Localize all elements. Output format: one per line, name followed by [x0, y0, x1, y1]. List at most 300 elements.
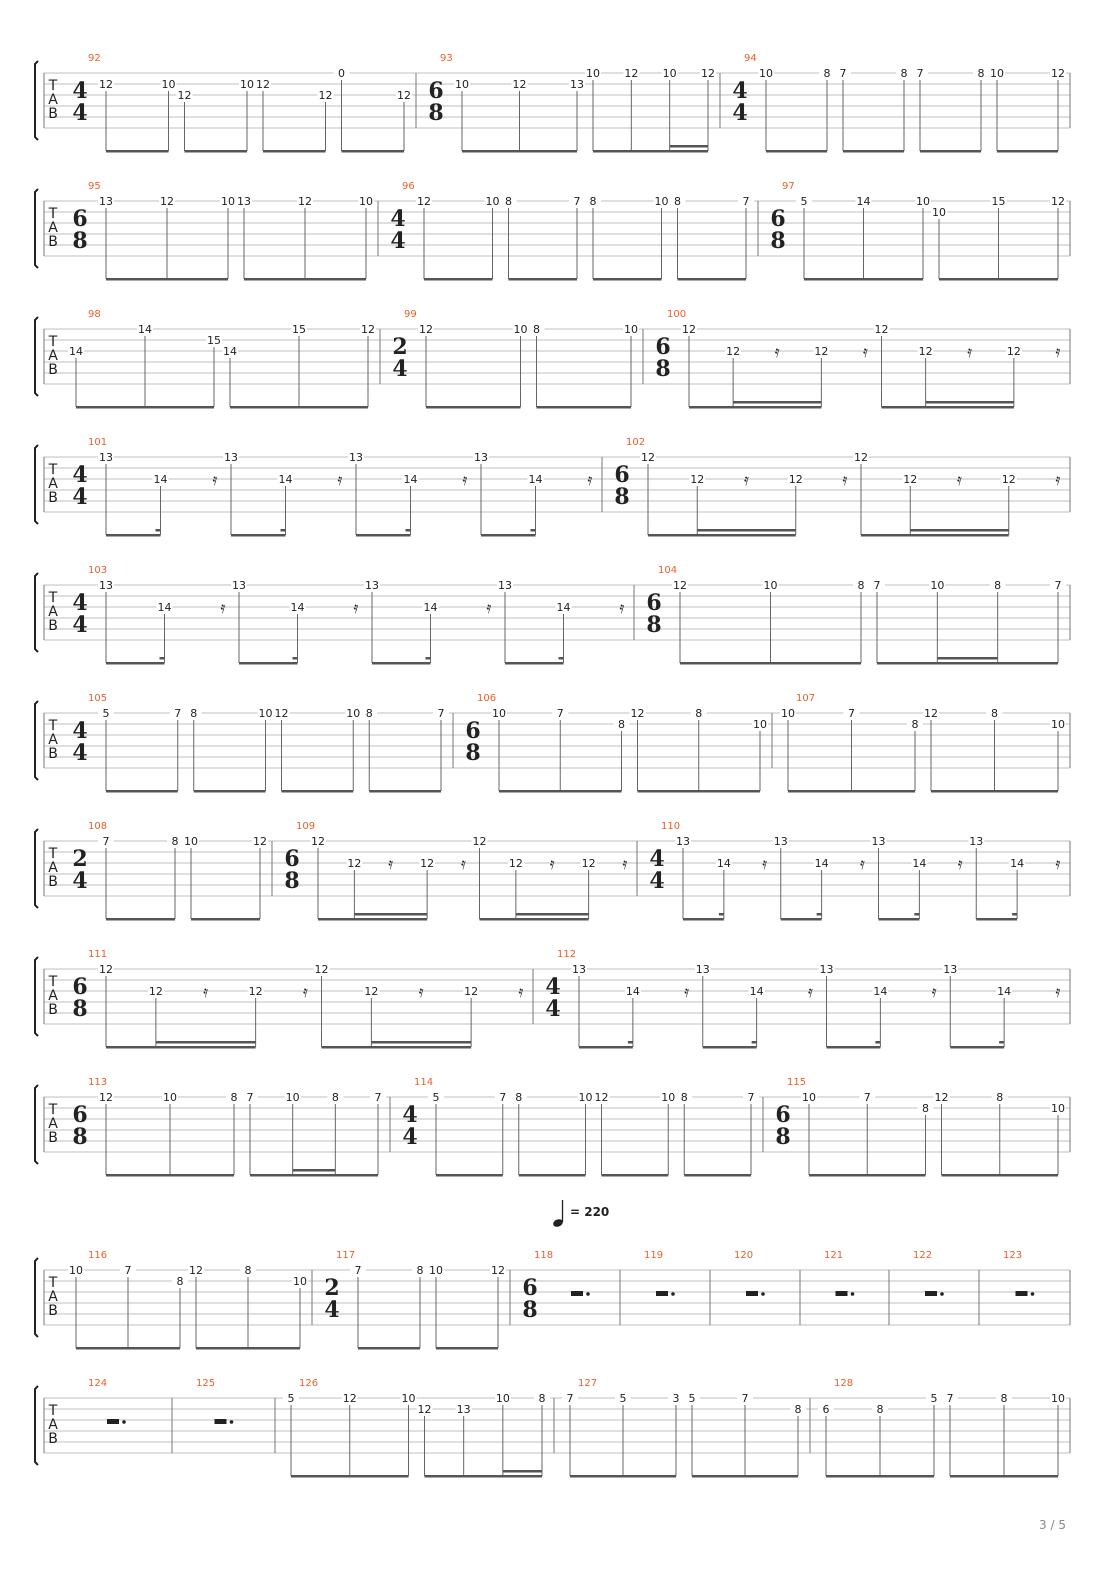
fret-number: 8 — [823, 67, 831, 80]
fret-number: 14 — [403, 473, 418, 486]
tab-clef-letter: T — [48, 1102, 58, 1118]
system-bracket — [35, 189, 38, 268]
beam — [291, 1475, 409, 1478]
measure-number: 102 — [626, 437, 646, 448]
beam — [76, 1347, 180, 1350]
half-rest-icon — [215, 1419, 227, 1424]
fret-number: 10 — [1051, 1392, 1065, 1405]
fret-number: 8 — [515, 1091, 523, 1104]
beam — [106, 1174, 234, 1177]
measure-121 — [824, 1250, 854, 1296]
fret-number: 10 — [285, 1091, 300, 1104]
partial-beam — [628, 1041, 633, 1044]
fret-number: 13 — [969, 835, 984, 848]
time-signature-numerator: 6 — [72, 974, 88, 1000]
system-bracket — [35, 957, 38, 1036]
time-signature-numerator: 6 — [72, 1102, 88, 1128]
fret-number: 8 — [505, 195, 512, 208]
measure-number: 110 — [661, 821, 681, 832]
fret-number: 10 — [359, 195, 373, 208]
measure-103 — [72, 565, 624, 665]
beam — [250, 1174, 378, 1177]
fret-number: 12 — [1051, 195, 1065, 208]
fret-number: 10 — [240, 78, 254, 91]
measure-number: 128 — [834, 1378, 854, 1389]
fret-number: 12 — [1006, 345, 1021, 358]
fret-number: 13 — [773, 835, 788, 848]
measure-number: 93 — [440, 53, 453, 64]
fret-number: 13 — [99, 451, 113, 464]
time-signature-numerator: 6 — [72, 206, 88, 232]
fret-number: 7 — [374, 1091, 382, 1104]
half-rest-icon — [571, 1291, 583, 1296]
beam — [766, 150, 827, 153]
sixteenth-rest-icon: 𝄿 — [860, 854, 865, 873]
sixteenth-rest-icon: 𝄿 — [220, 598, 226, 617]
fret-number: 12 — [148, 985, 163, 998]
beam — [680, 662, 861, 665]
sixteenth-rest-icon: 𝄿 — [212, 470, 218, 489]
fret-number: 12 — [726, 345, 741, 358]
beam — [976, 918, 1017, 921]
measure-number: 103 — [88, 565, 108, 576]
tab-clef-letter: B — [48, 1303, 58, 1319]
measure-102 — [614, 437, 1060, 537]
tab-clef-letter: B — [48, 1130, 58, 1146]
beam — [678, 278, 747, 281]
time-signature-numerator: 2 — [72, 846, 88, 872]
partial-beam — [531, 529, 536, 532]
fret-number: 10 — [781, 707, 795, 720]
secondary-beam — [910, 529, 1009, 532]
fret-number: 8 — [911, 718, 919, 731]
fret-number: 7 — [354, 1264, 362, 1277]
fret-number: 13 — [99, 195, 113, 208]
fret-number: 10 — [578, 1091, 593, 1104]
fret-number: 12 — [491, 1264, 505, 1277]
fret-number: 12 — [256, 78, 270, 91]
fret-number: 10 — [1051, 718, 1065, 731]
fret-number: 8 — [190, 707, 198, 720]
tab-clef-letter: A — [48, 476, 58, 492]
fret-number: 10 — [163, 1091, 177, 1104]
beam — [322, 1046, 472, 1049]
fret-number: 10 — [455, 78, 469, 91]
fret-number: 14 — [290, 601, 305, 614]
fret-number: 10 — [802, 1091, 816, 1104]
time-signature-numerator: 4 — [402, 1102, 418, 1128]
time-signature-numerator: 6 — [646, 590, 662, 616]
fret-number: 8 — [533, 323, 540, 336]
fret-number: 14 — [856, 195, 871, 208]
beam — [106, 662, 165, 665]
beam — [537, 406, 632, 409]
time-signature-numerator: 6 — [655, 334, 671, 360]
fret-number: 10 — [654, 195, 669, 208]
fret-number: 10 — [586, 67, 600, 80]
fret-number: 12 — [788, 473, 803, 486]
fret-number: 15 — [207, 334, 221, 347]
fret-number: 10 — [221, 195, 235, 208]
fret-number: 5 — [930, 1392, 938, 1405]
fret-number: 10 — [495, 1392, 510, 1405]
tab-clef-letter: T — [48, 974, 58, 990]
tab-system — [35, 565, 1070, 665]
fret-number: 13 — [695, 963, 710, 976]
time-signature-denominator: 8 — [522, 1297, 538, 1323]
fret-number: 12 — [311, 835, 325, 848]
measure-number: 106 — [477, 693, 497, 704]
sixteenth-rest-icon: 𝄿 — [518, 982, 524, 1001]
measure-number: 97 — [782, 181, 795, 192]
fret-number: 12 — [924, 707, 938, 720]
beam — [342, 150, 405, 153]
fret-number: 7 — [573, 195, 581, 208]
fret-number: 7 — [499, 1091, 507, 1104]
measure-101 — [72, 437, 592, 537]
fret-number: 8 — [538, 1392, 546, 1405]
fret-number: 8 — [991, 707, 998, 720]
fret-number: 10 — [916, 195, 930, 208]
beam — [942, 1174, 1059, 1177]
tab-clef-letter: A — [48, 860, 58, 876]
beam — [505, 662, 564, 665]
sixteenth-rest-icon: 𝄿 — [337, 470, 343, 489]
beam — [781, 918, 822, 921]
fret-number: 10 — [932, 206, 946, 219]
measure-118 — [522, 1250, 589, 1323]
beam — [877, 662, 1058, 665]
tab-clef-letter: A — [48, 988, 58, 1004]
fret-number: 7 — [124, 1264, 132, 1277]
sixteenth-rest-icon: 𝄿 — [1055, 470, 1061, 489]
measure-number: 100 — [667, 309, 687, 320]
fret-number: 13 — [676, 835, 690, 848]
fret-number: 12 — [594, 1091, 609, 1104]
measure-104 — [646, 565, 1066, 665]
fret-number: 12 — [690, 473, 705, 486]
measure-124 — [88, 1378, 126, 1424]
rest-dot-icon — [940, 1292, 944, 1296]
fret-number: 10 — [492, 707, 506, 720]
fret-number: 13 — [232, 579, 246, 592]
beam — [230, 406, 368, 409]
system-bracket — [35, 1258, 38, 1337]
system-bracket — [35, 61, 38, 140]
fret-number: 7 — [174, 707, 182, 720]
measure-number: 122 — [913, 1250, 933, 1261]
measure-number: 99 — [404, 309, 417, 320]
fret-number: 14 — [556, 601, 571, 614]
fret-number: 12 — [160, 195, 174, 208]
measure-number: 121 — [824, 1250, 844, 1261]
tab-system — [35, 1378, 1070, 1478]
fret-number: 14 — [528, 473, 543, 486]
tab-clef-letter: T — [48, 334, 58, 350]
tab-clef-letter: A — [48, 1417, 58, 1433]
fret-number: 3 — [672, 1392, 680, 1405]
fret-number: 13 — [237, 195, 251, 208]
fret-number: 7 — [437, 707, 445, 720]
fret-number: 14 — [138, 323, 152, 336]
fret-number: 8 — [230, 1091, 238, 1104]
tab-system — [35, 309, 1070, 409]
tab-clef-letter: B — [48, 874, 58, 890]
fret-number: 8 — [900, 67, 908, 80]
fret-number: 10 — [763, 579, 778, 592]
system-bracket — [35, 573, 38, 652]
beam — [570, 1475, 676, 1478]
sixteenth-rest-icon: 𝄿 — [957, 854, 963, 873]
fret-number: 10 — [661, 1091, 676, 1104]
time-signature-numerator: 6 — [428, 78, 444, 104]
fret-number: 8 — [674, 195, 681, 208]
fret-number: 12 — [1051, 67, 1065, 80]
measure-number: 96 — [402, 181, 415, 192]
fret-number: 14 — [625, 985, 640, 998]
time-signature-numerator: 6 — [770, 206, 786, 232]
tab-clef-letter: A — [48, 348, 58, 364]
fret-number: 7 — [863, 1091, 871, 1104]
rest-dot-icon — [851, 1292, 855, 1296]
tab-system — [35, 181, 1070, 281]
measure-122 — [913, 1250, 944, 1296]
fret-number: 12 — [177, 89, 192, 102]
rest-dot-icon — [761, 1292, 765, 1296]
fret-number: 14 — [749, 985, 764, 998]
beam — [703, 1046, 757, 1049]
measure-127 — [562, 1378, 806, 1478]
fret-number: 12 — [318, 89, 333, 102]
secondary-beam — [354, 913, 427, 916]
secondary-beam — [503, 1470, 542, 1473]
half-rest-icon — [925, 1291, 937, 1296]
secondary-beam — [156, 1041, 256, 1044]
measure-number: 120 — [734, 1250, 754, 1261]
fret-number: 7 — [566, 1392, 574, 1405]
fret-number: 7 — [742, 195, 750, 208]
measure-number: 107 — [796, 693, 816, 704]
beam — [882, 406, 1014, 409]
beam — [509, 278, 578, 281]
beam — [185, 150, 248, 153]
fret-number: 5 — [102, 707, 110, 720]
time-signature-denominator: 8 — [655, 356, 671, 382]
time-signature-numerator: 4 — [545, 974, 561, 1000]
beam — [263, 150, 326, 153]
fret-number: 10 — [624, 323, 638, 336]
measure-number: 104 — [658, 565, 678, 576]
time-signature-numerator: 4 — [72, 718, 88, 744]
fret-number: 12 — [364, 985, 379, 998]
sixteenth-rest-icon: 𝄿 — [744, 470, 749, 489]
measure-number: 117 — [336, 1250, 356, 1261]
time-signature-numerator: 4 — [390, 206, 406, 232]
fret-number: 8 — [618, 718, 625, 731]
beam — [191, 918, 260, 921]
fret-number: 12 — [417, 195, 431, 208]
beam — [194, 790, 266, 793]
sixteenth-rest-icon: 𝄿 — [619, 598, 625, 617]
fret-number: 12 — [918, 345, 933, 358]
beam — [593, 278, 662, 281]
fret-number: 12 — [99, 78, 113, 91]
beam — [282, 790, 354, 793]
sixteenth-rest-icon: 𝄿 — [587, 470, 593, 489]
tab-clef-letter: B — [48, 746, 58, 762]
time-signature-numerator: 4 — [72, 590, 88, 616]
tab-clef-letter: A — [48, 604, 58, 620]
time-signature-denominator: 4 — [72, 612, 88, 638]
fret-number: 12 — [581, 857, 596, 870]
tab-clef-letter: B — [48, 362, 58, 378]
fret-number: 10 — [1051, 1102, 1065, 1115]
sixteenth-rest-icon: 𝄿 — [762, 854, 768, 873]
fret-number: 14 — [153, 473, 168, 486]
time-signature-denominator: 4 — [732, 100, 748, 126]
fret-number: 5 — [432, 1091, 440, 1104]
beam — [499, 790, 622, 793]
partial-beam — [559, 657, 564, 660]
measure-114 — [402, 1077, 759, 1177]
fret-number: 12 — [248, 985, 263, 998]
fret-number: 8 — [977, 67, 985, 80]
fret-number: 8 — [996, 1091, 1004, 1104]
fret-number: 8 — [244, 1264, 252, 1277]
secondary-beam — [516, 913, 589, 916]
partial-beam — [914, 913, 919, 916]
fret-number: 8 — [176, 1275, 184, 1288]
beam — [684, 1174, 751, 1177]
fret-number: 12 — [419, 323, 433, 336]
fret-number: 13 — [570, 78, 584, 91]
tab-clef-letter: T — [48, 1403, 58, 1419]
measure-number: 119 — [644, 1250, 664, 1261]
measure-119 — [644, 1250, 675, 1296]
fret-number: 8 — [857, 579, 865, 592]
system-bracket — [35, 701, 38, 780]
fret-number: 8 — [589, 195, 597, 208]
beam — [244, 278, 366, 281]
fret-number: 12 — [347, 857, 362, 870]
tab-clef-letter: A — [48, 1289, 58, 1305]
beam — [939, 278, 1058, 281]
sixteenth-rest-icon: 𝄿 — [353, 598, 359, 617]
tab-clef-letter: A — [48, 1116, 58, 1132]
beam — [809, 1174, 926, 1177]
time-signature-denominator: 4 — [72, 484, 88, 510]
measure-number: 94 — [744, 53, 757, 64]
measure-98 — [68, 309, 376, 409]
secondary-beam — [670, 145, 708, 148]
beam — [369, 790, 441, 793]
fret-number: 7 — [839, 67, 847, 80]
fret-number: 12 — [274, 707, 289, 720]
beam — [358, 1347, 420, 1350]
sixteenth-rest-icon: 𝄿 — [957, 470, 962, 489]
fret-number: 14 — [873, 985, 888, 998]
rest-dot-icon — [671, 1292, 675, 1296]
system-bracket — [35, 317, 38, 396]
beam — [106, 278, 228, 281]
fret-number: 12 — [420, 857, 435, 870]
fret-number: 10 — [184, 835, 198, 848]
time-signature-numerator: 6 — [465, 718, 481, 744]
measure-96 — [390, 181, 754, 281]
secondary-beam — [937, 657, 997, 660]
fret-number: 6 — [822, 1403, 830, 1416]
tab-system — [35, 53, 1070, 153]
tab-clef-letter: A — [48, 732, 58, 748]
rest-dot-icon — [122, 1420, 126, 1424]
fret-number: 12 — [361, 323, 375, 336]
sixteenth-rest-icon: 𝄿 — [388, 854, 394, 873]
fret-number: 12 — [417, 1403, 432, 1416]
tab-clef-letter: T — [48, 718, 58, 734]
beam — [106, 534, 161, 537]
fret-number: 8 — [695, 707, 703, 720]
measure-number: 125 — [196, 1378, 216, 1389]
fret-number: 15 — [292, 323, 306, 336]
tab-clef-letter: B — [48, 1431, 58, 1447]
fret-number: 12 — [397, 89, 411, 102]
beam — [436, 1347, 498, 1350]
fret-number: 13 — [871, 835, 886, 848]
sixteenth-rest-icon: 𝄿 — [203, 982, 209, 1001]
measure-95 — [72, 181, 374, 281]
beam — [106, 790, 178, 793]
tab-clef-letter: T — [48, 206, 58, 222]
fret-number: 10 — [69, 1264, 83, 1277]
beam — [950, 1046, 1004, 1049]
fret-number: 13 — [365, 579, 379, 592]
fret-number: 12 — [701, 67, 715, 80]
tempo-marking — [552, 1200, 609, 1228]
beam — [638, 790, 761, 793]
tab-clef-letter: T — [48, 846, 58, 862]
rest-dot-icon — [230, 1420, 234, 1424]
time-signature-denominator: 8 — [72, 228, 88, 254]
fret-number: 13 — [819, 963, 834, 976]
time-signature-denominator: 4 — [649, 868, 665, 894]
fret-number: 7 — [747, 1091, 755, 1104]
sixteenth-rest-icon: 𝄿 — [462, 470, 468, 489]
tab-clef-letter: B — [48, 1002, 58, 1018]
beam — [602, 1174, 669, 1177]
tab-clef-letter: B — [48, 234, 58, 250]
measure-number: 98 — [88, 309, 101, 320]
fret-number: 13 — [498, 579, 512, 592]
fret-number: 7 — [556, 707, 564, 720]
fret-number: 13 — [99, 579, 113, 592]
partial-beam — [817, 913, 822, 916]
beam — [106, 1046, 256, 1049]
tab-clef-letter: B — [48, 618, 58, 634]
fret-number: 10 — [485, 195, 500, 208]
sixteenth-rest-icon: 𝄿 — [842, 470, 848, 489]
tab-system — [35, 693, 1070, 793]
fret-number: 8 — [876, 1403, 884, 1416]
time-signature-numerator: 4 — [72, 462, 88, 488]
sixteenth-rest-icon: 𝄿 — [549, 854, 555, 873]
sixteenth-rest-icon: 𝄿 — [622, 854, 628, 873]
sixteenth-rest-icon: 𝄿 — [418, 982, 424, 1001]
tab-system — [35, 821, 1070, 921]
tempo-value: = 220 — [570, 1205, 610, 1219]
fret-number: 10 — [401, 1392, 416, 1405]
partial-beam — [281, 529, 286, 532]
measure-111 — [72, 949, 523, 1049]
